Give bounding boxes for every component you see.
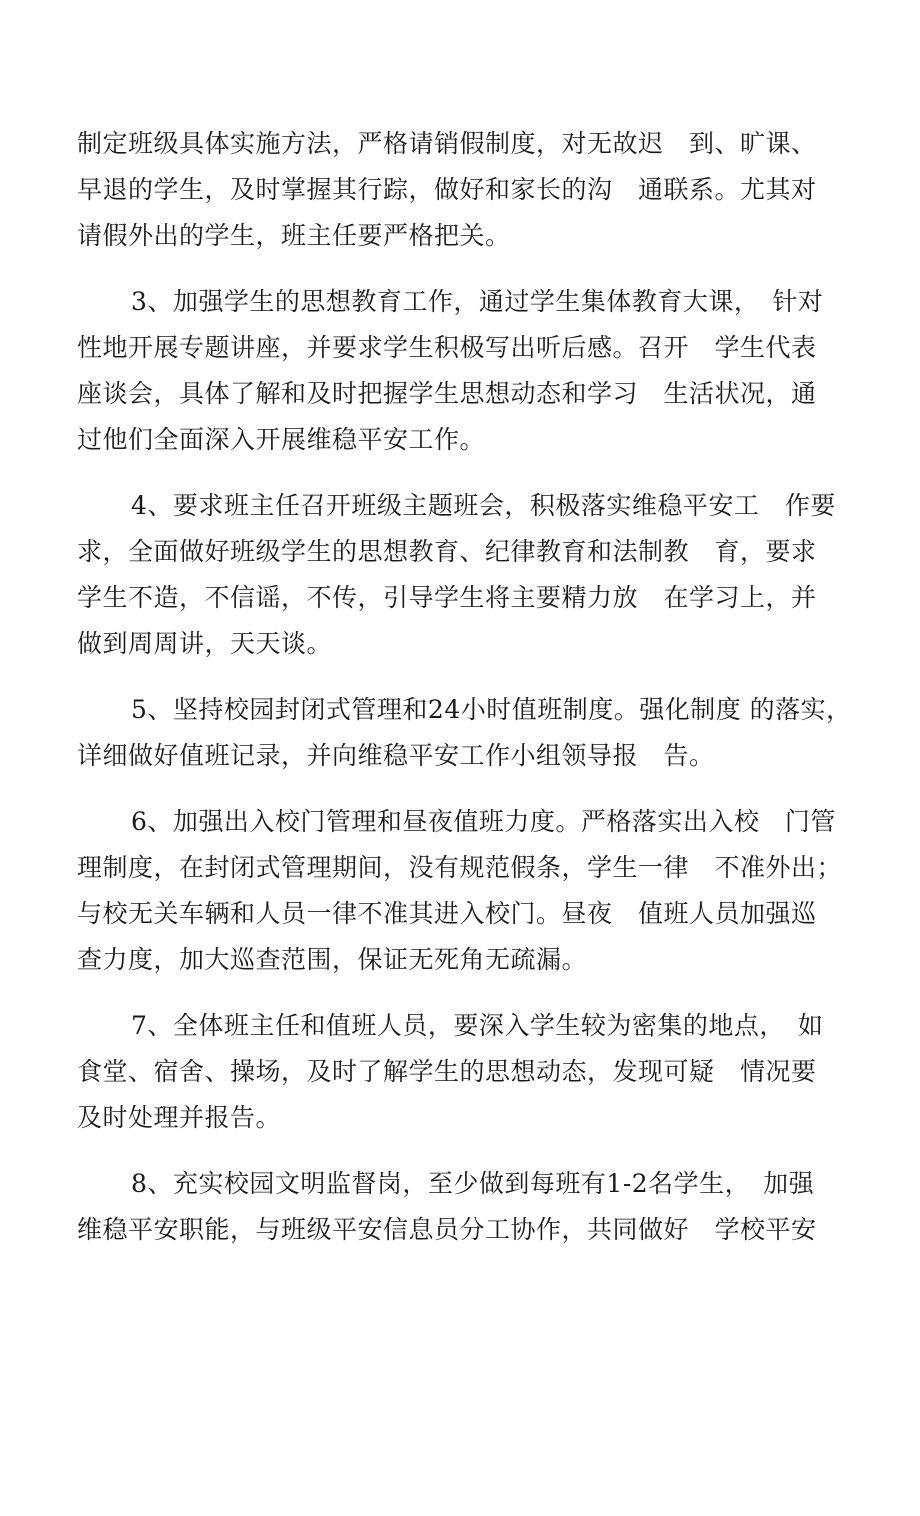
paragraph-item-8 (77, 1161, 857, 1253)
text-line: 7、全体班主任和值班人员，要深入学生较为密集的地点， 如 (131, 1011, 824, 1040)
text-line: 维稳平安职能，与班级平安信息员分工协作，共同做好 学校平安 (77, 1215, 817, 1244)
text-line: 6、加强出入校门管理和昼夜值班力度。严格落实出入校 门管 (131, 807, 836, 836)
text-line: 与校无关车辆和人员一律不准其进入校门。昼夜 值班人员加强巡 (77, 899, 817, 928)
paragraph-continuation (77, 121, 857, 259)
paragraph-item-3 (77, 279, 857, 463)
text-line: 查力度，加大巡查范围，保证无死角无疏漏。 (77, 945, 588, 974)
paragraph-item-6 (77, 799, 857, 983)
text-line: 8、充实校园文明监督岗，至少做到每班有1-2名学生， 加强 (131, 1169, 815, 1198)
text-line: 学生不造，不信谣，不传，引导学生将主要精力放 在学习上，并 (77, 583, 817, 612)
text-line: 做到周周讲，天天谈。 (77, 629, 333, 658)
text-line: 5、坚持校园封闭式管理和24小时值班制度。强化制度 的落实， (131, 695, 852, 724)
text-line: 求，全面做好班级学生的思想教育、纪律教育和法制教 育，要求 (77, 537, 817, 566)
body-text (77, 121, 857, 1273)
paragraph-item-4 (77, 483, 857, 667)
text-line: 性地开展专题讲座，并要求学生积极写出听后感。召开 学生代表 (77, 333, 817, 362)
text-line: 请假外出的学生，班主任要严格把关。 (77, 221, 511, 250)
text-line: 及时处理并报告。 (77, 1103, 282, 1132)
text-line: 早退的学生，及时掌握其行踪，做好和家长的沟 通联系。尤其对 (77, 175, 817, 204)
text-line: 过他们全面深入开展维稳平安工作。 (77, 425, 486, 454)
text-line: 食堂、宿舍、操场，及时了解学生的思想动态，发现可疑 情况要 (77, 1057, 817, 1086)
paragraph-item-5 (77, 687, 857, 779)
paragraph-item-7 (77, 1003, 857, 1141)
text-line: 理制度，在封闭式管理期间，没有规范假条，学生一律 不准外出； (77, 853, 843, 882)
text-line: 制定班级具体实施方法，严格请销假制度，对无故迟 到、旷课、 (77, 129, 817, 158)
text-line: 3、加强学生的思想教育工作，通过学生集体教育大课， 针对 (131, 287, 824, 316)
text-line: 详细做好值班记录，并向维稳平安工作小组领导报 告。 (77, 741, 715, 770)
text-line: 座谈会，具体了解和及时把握学生思想动态和学习 生活状况，通 (77, 379, 817, 408)
text-line: 4、要求班主任召开班级主题班会，积极落实维稳平安工 作要 (131, 491, 836, 520)
